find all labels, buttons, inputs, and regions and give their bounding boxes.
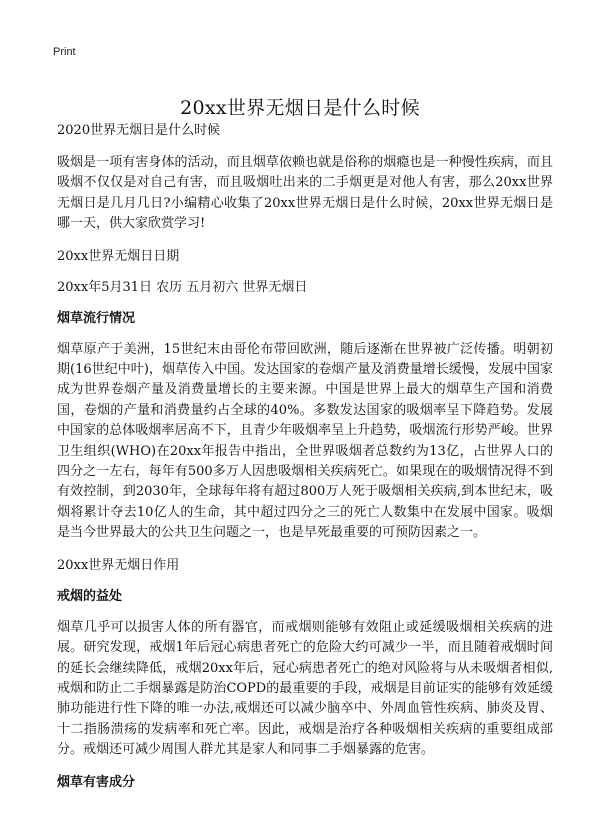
- date-line: 20xx年5月31日 农历 五月初六 世界无烟日: [57, 279, 308, 295]
- article-body: [57, 122, 553, 804]
- print-label: Print: [53, 46, 76, 58]
- page-title: 20xx世界无烟日是什么时候: [180, 96, 420, 119]
- intro-paragraph: 吸烟是一项有害身体的活动，而且烟草依赖也就是俗称的烟瘾也是一种慢性疾病，而且吸烟不仅仅是对自己有害，而且吸烟吐出来的二手烟更是对他人有害，那么20xx世界无烟日是几月几日?小编精心收集了20xx世界无烟日是什么时候，20xx世界无烟日是哪一天，供大家欣赏学习!: [57, 155, 553, 232]
- section-heading-history: 烟草流行情况: [57, 310, 136, 326]
- subtitle: 2020世界无烟日是什么时候: [57, 123, 221, 138]
- section-heading-benefits: 戒烟的益处: [57, 588, 123, 604]
- effect-heading: 20xx世界无烟日作用: [57, 557, 180, 573]
- benefits-paragraph: 烟草几乎可以损害人体的所有器官，而戒烟则能够有效阻止或延缓吸烟相关疾病的进展。研究发现，戒烟1年后冠心病患者死亡的危险大约可减少一半，而且随着戒烟时间的延长会继续降低，戒烟20xx年后，冠心病患者死亡的绝对风险将与从未吸烟者相似,戒烟和防止二手烟暴露是防治COPD的最重要的手段，戒烟是目前证实的能够有效延缓肺功能进行性下降的唯一办法,戒烟还可以减少脑卒中、外周血管性疾病、肺炎及胃、十二指肠溃疡的发病率和死亡率。因此，戒烟是治疗各种吸烟相关疾病的重要组成部分。戒烟还可减少周围人群尤其是家人和同事二手烟暴露的危害。: [57, 619, 553, 758]
- date-heading: 20xx世界无烟日日期: [57, 248, 180, 264]
- section-heading-harmful: 烟草有害成分: [57, 774, 136, 790]
- history-paragraph: 烟草原产于美洲，15世纪末由哥伦布带回欧洲，随后逐渐在世界被广泛传播。明朝初期(16世纪中叶)，烟草传入中国。发达国家的卷烟产量及消费量增长缓慢，发展中国家成为世界卷烟产量及消费量增长的主要来源。中国是世界上最大的烟草生产国和消费国，卷烟的产量和消费量约占全球的40%。多数发达国家的吸烟率呈下降趋势。发展中国家的总体吸烟率居高不下，且青少年吸烟率呈上升趋势，吸烟流行形势严峻。世界卫生组织(WHO)在20xx年报告中指出，全世界吸烟者总数约为13亿，占世界人口的四分之一左右，每年有500多万人因患吸烟相关疾病死亡。如果现在的吸烟情况得不到有效控制，到2030年，全球每年将有超过800万人死于吸烟相关疾病,到本世纪末，吸烟将累计夺去10亿人的生命，其中超过四分之三的死亡人数集中在发展中国家。吸烟是当今世界最大的公共卫生问题之一，也是早死最重要的可预防因素之一。: [57, 341, 553, 541]
